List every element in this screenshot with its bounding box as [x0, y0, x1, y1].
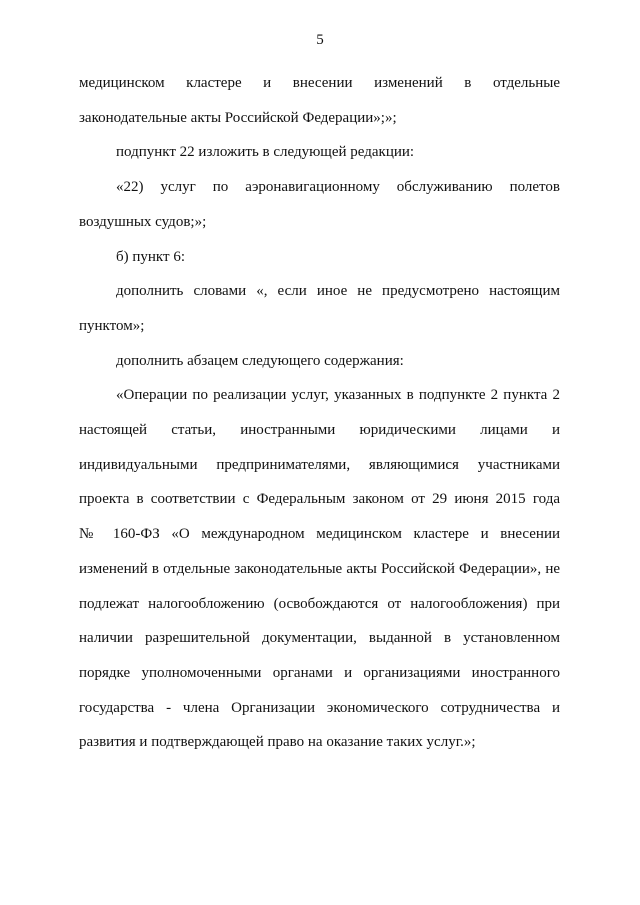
paragraph-continuation: [79, 66, 560, 135]
text-line: проекта в соответствии с Федеральным законом от 29 июня 2015 года: [79, 491, 560, 508]
text-line: развития и подтверждающей право на оказание таких услуг.»;: [79, 734, 476, 751]
document-body: [79, 66, 560, 760]
paragraph-clause-6: [79, 240, 560, 275]
text-line: «Операции по реализации услуг, указанных в подпункте 2 пункта 2: [116, 387, 560, 404]
text-line: настоящей статьи, иностранными юридическими лицами и: [79, 422, 560, 439]
text-line: дополнить абзацем следующего содержания:: [116, 352, 404, 369]
text-line: «22) услуг по аэронавигационному обслуживанию полетов: [116, 179, 560, 196]
text-line: медицинском кластере и внесении изменений в отдельные: [79, 75, 560, 91]
text-line: изменений в отдельные законодательные акты Российской Федерации», не: [79, 560, 560, 577]
text-line: подпункт 22 изложить в следующей редакции:: [116, 144, 415, 161]
text-line: законодательные акты Российской Федерации»;»;: [79, 109, 397, 126]
text-line: пунктом»;: [79, 317, 145, 334]
page-number: 5: [316, 32, 324, 48]
text-line: порядке уполномоченными органами и организациями иностранного: [79, 664, 560, 681]
text-line: подлежат налогообложению (освобождаются от налогообложения) при: [79, 595, 560, 612]
text-line: наличии разрешительной документации, выданной в установленном: [79, 630, 560, 647]
paragraph-add-abzac: [79, 344, 560, 379]
text-line: индивидуальными предпринимателями, являющимися участниками: [79, 456, 560, 473]
text-line: государства - члена Организации экономического сотрудничества и: [79, 699, 560, 716]
paragraph-add-words: [79, 274, 560, 343]
text-line: воздушных судов;»;: [79, 213, 207, 230]
text-line: дополнить словами «, если иное не предусмотрено настоящим: [116, 283, 560, 300]
text-line: б) пункт 6:: [116, 248, 185, 265]
paragraph-operations-quote: [79, 378, 560, 760]
text-line: № 160-ФЗ «О международном медицинском кластере и внесении: [79, 526, 560, 543]
paragraph-subclause-22-intro: [79, 135, 560, 170]
paragraph-subclause-22-text: [79, 170, 560, 239]
